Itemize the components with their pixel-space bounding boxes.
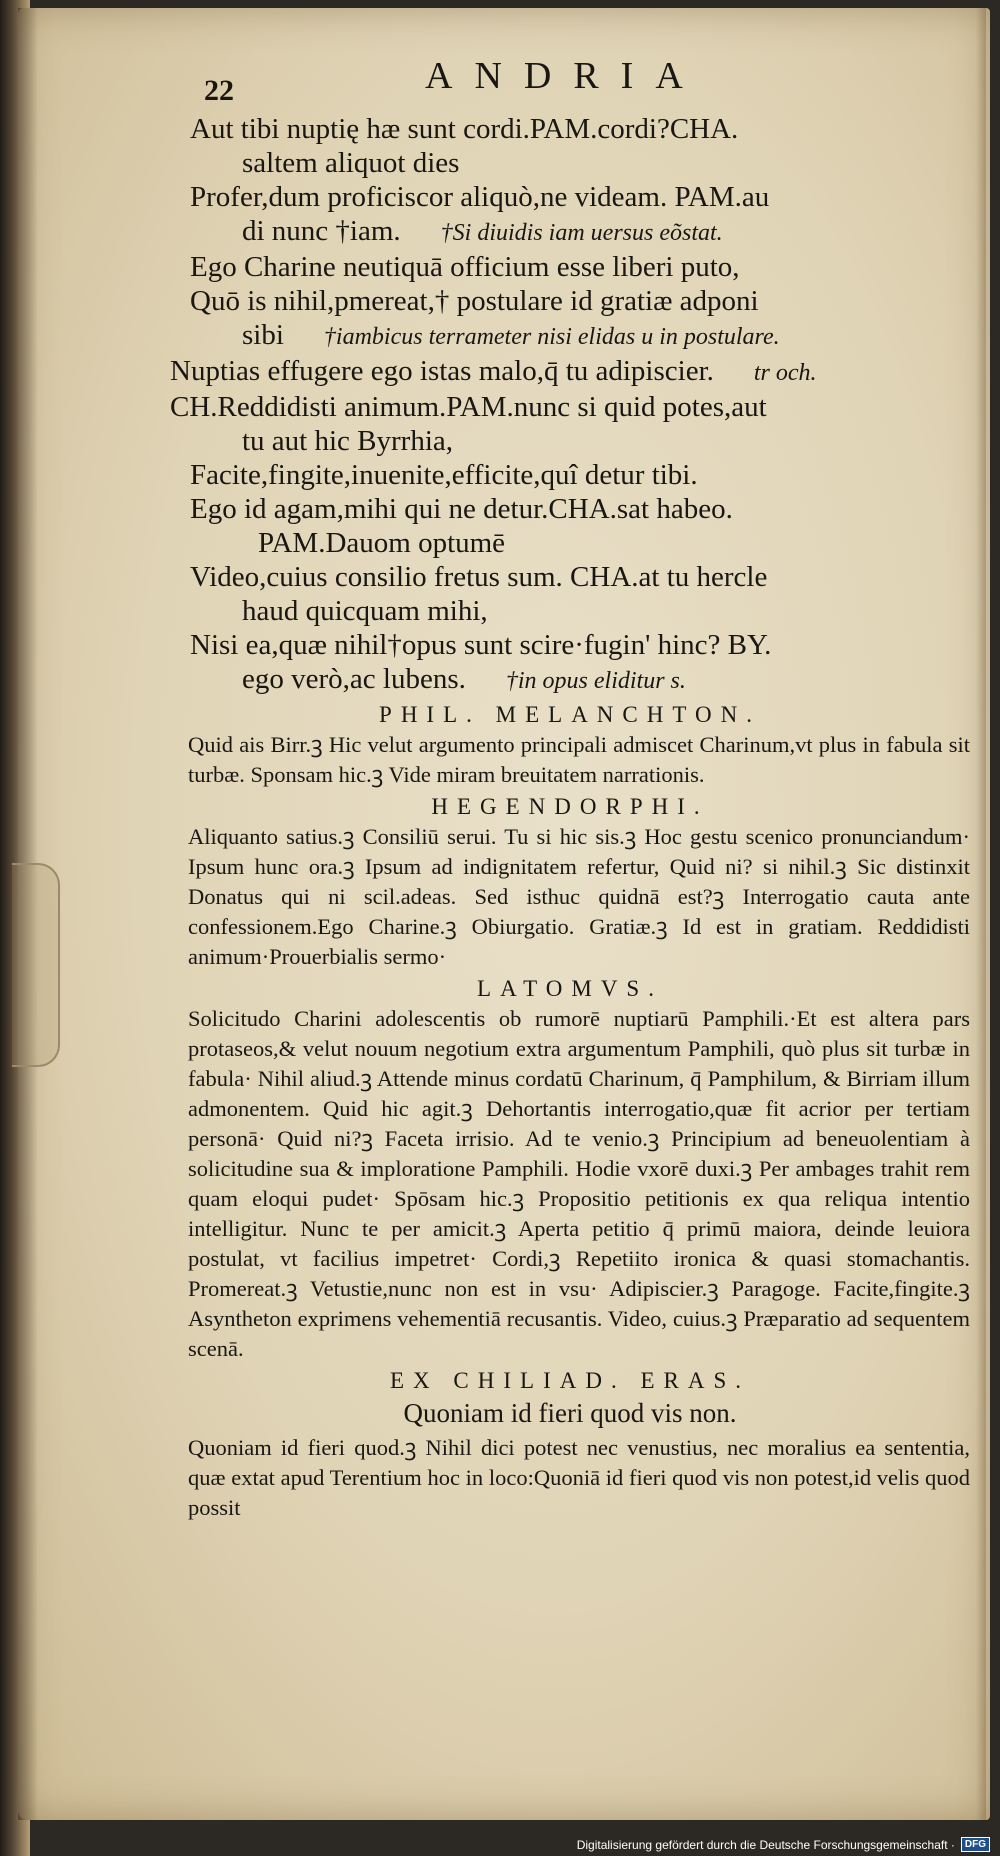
verse-text: Quō is nihil,pmereat,† postulare id gratiæ adponi [190, 285, 759, 317]
verse-text: sibi [242, 319, 284, 351]
commentary-section [170, 702, 970, 790]
verse-text: Nuptias effugere ego istas malo,q̄ tu adipiscier. [170, 355, 714, 387]
section-text: Solicitudo Charini adolescentis ob rumorē nuptiarū Pamphili.·Et est altera pars protaseos,& velut nouum negotium extra argumentum Pamphili, quò plus sit turbæ in fabula· Nihil aliud.ꝫ Attende minus cordatū Charinum, q̄ Pamphilum, & Birriam illum admonentem. Quid hic agit.ꝫ Dehortantis interrogatio,quæ fit acrior per tertiam personā· Quid ni?ꝫ Faceta irrisio. Ad te venio.ꝫ Principium ad beneuolentiam à solicitudine sua & imploratione Pamphili. Hodie vxorē duxi.ꝫ Per ambages trahit rem quam eloqui pudet· Spōsam hic.ꝫ Propositio petitionis ex qua reliqua intentio intelligitur. Nunc te per amicit.ꝫ Aperta petitio q̄ primū maiora, deinde leuiora postulat, vt facilius impetret· Cordi,ꝫ Repetiito ironica & quasi stomachantis. Promereat.ꝫ Vetustie,nunc non est in vsu· Adipiscier.ꝫ Paragoge. Facite,fingite.ꝫ Asyntheton exprimens vehementiā recusantis. Video, cuius.ꝫ Præparatio ad sequentem scenā. [188, 1006, 970, 1361]
verse-line [170, 628, 970, 662]
verse-text: Ego Charine neutiquā officium esse liberi puto, [190, 251, 740, 283]
verse-line [170, 594, 970, 628]
page-number: 22 [204, 74, 234, 107]
verse-text: saltem aliquot dies [242, 147, 460, 179]
verse-text: ego verò,ac lubens. [242, 663, 466, 695]
verse-line [170, 214, 970, 250]
verse-text: tu aut hic Byrrhia, [242, 425, 454, 457]
footer [577, 1837, 990, 1852]
dfg-logo: DFG [961, 1837, 990, 1852]
commentary-block [170, 702, 970, 1364]
verse-line [170, 180, 970, 214]
commentary-section [170, 794, 970, 972]
verse-gloss: tr och. [753, 360, 817, 386]
verse-text: Video,cuius consilio fretus sum. CHA.at tu hercle [190, 561, 768, 593]
commentary-section [170, 976, 970, 1364]
section-title: HEGENDORPHI. [431, 794, 709, 819]
adage-source: EX CHILIAD. ERAS. [390, 1368, 750, 1393]
running-head: ANDRIA [425, 55, 705, 97]
page-edge [976, 8, 986, 1820]
verse-line [170, 354, 970, 390]
verse-gloss: †in opus eliditur s. [505, 668, 686, 694]
verse-line [170, 458, 970, 492]
verse-line [170, 146, 970, 180]
verse-text: CH.Reddidisti animum.PAM.nunc si quid potes,aut [170, 391, 767, 423]
verse-text: Aut tibi nuptię hæ sunt cordi.PAM.cordi?CHA. [190, 113, 739, 145]
verse-line [170, 424, 970, 458]
verse-line [170, 526, 970, 560]
verse-gloss: †Si diuidis iam uersus eõstat. [440, 220, 723, 246]
adage-title: Quoniam id fieri quod vis non. [403, 1398, 737, 1428]
verse-text: Facite,fingite,inuenite,efficite,quî detur tibi. [190, 459, 698, 491]
verse-line [170, 112, 970, 146]
verse-line [170, 662, 970, 698]
verse-text: Profer,dum proficiscor aliquò,ne videam. PAM.au [190, 181, 770, 213]
verse-line [170, 492, 970, 526]
verse-gloss: †iambicus terrameter nisi elidas u in postulare. [323, 324, 780, 350]
verse-text: Nisi ea,quæ nihil†opus sunt scire·fugin' hinc? BY. [190, 629, 772, 661]
section-title: PHIL. MELANCHTON. [379, 702, 761, 727]
adage-section [170, 1368, 970, 1523]
page-content [170, 50, 970, 1523]
verse-line [170, 250, 970, 284]
verse-line [170, 390, 970, 424]
adage-text: Quoniam id fieri quod.ꝫ Nihil dici potest nec venustius, nec moralius ea sententia, quæ extat apud Terentium hoc in loco:Quoniā id fieri quod vis non potest,id velis quod possit [188, 1435, 970, 1520]
footer-text: Digitalisierung gefördert durch die Deutsche Forschungsgemeinschaft · [576, 1837, 955, 1852]
page-header [170, 50, 970, 112]
verse-line [170, 284, 970, 318]
verse-text: Ego id agam,mihi qui ne detur.CHA.sat habeo. [190, 493, 733, 525]
verse-line [170, 560, 970, 594]
verse-text: di nunc †iam. [242, 215, 401, 247]
verse-block [170, 112, 970, 698]
page-clip [12, 863, 60, 1067]
section-title: LATOMVS. [477, 976, 663, 1001]
verse-line [170, 318, 970, 354]
section-text: Quid ais Birr.ꝫ Hic velut argumento principali admiscet Charinum,vt plus in fabula sit turbæ. Sponsam hic.ꝫ Vide miram breuitatem narrationis. [188, 732, 970, 787]
verse-text: haud quicquam mihi, [242, 595, 488, 627]
verse-text: PAM.Dauom optumē [258, 527, 506, 559]
section-text: Aliquanto satius.ꝫ Consiliū serui. Tu si hic sis.ꝫ Hoc gestu scenico pronunciandum· Ipsum hunc ora.ꝫ Ipsum ad indignitatem refertur, Quid ni? si nihil.ꝫ Sic distinxit Donatus qui ni scil.adeas. Sed isthuc quidnā est?ꝫ Interrogatio cauta ante confessionem.Ego Charine.ꝫ Obiurgatio. Gratiæ.ꝫ Id est in gratiam. Reddidisti animum·Prouerbialis sermo· [188, 824, 970, 969]
